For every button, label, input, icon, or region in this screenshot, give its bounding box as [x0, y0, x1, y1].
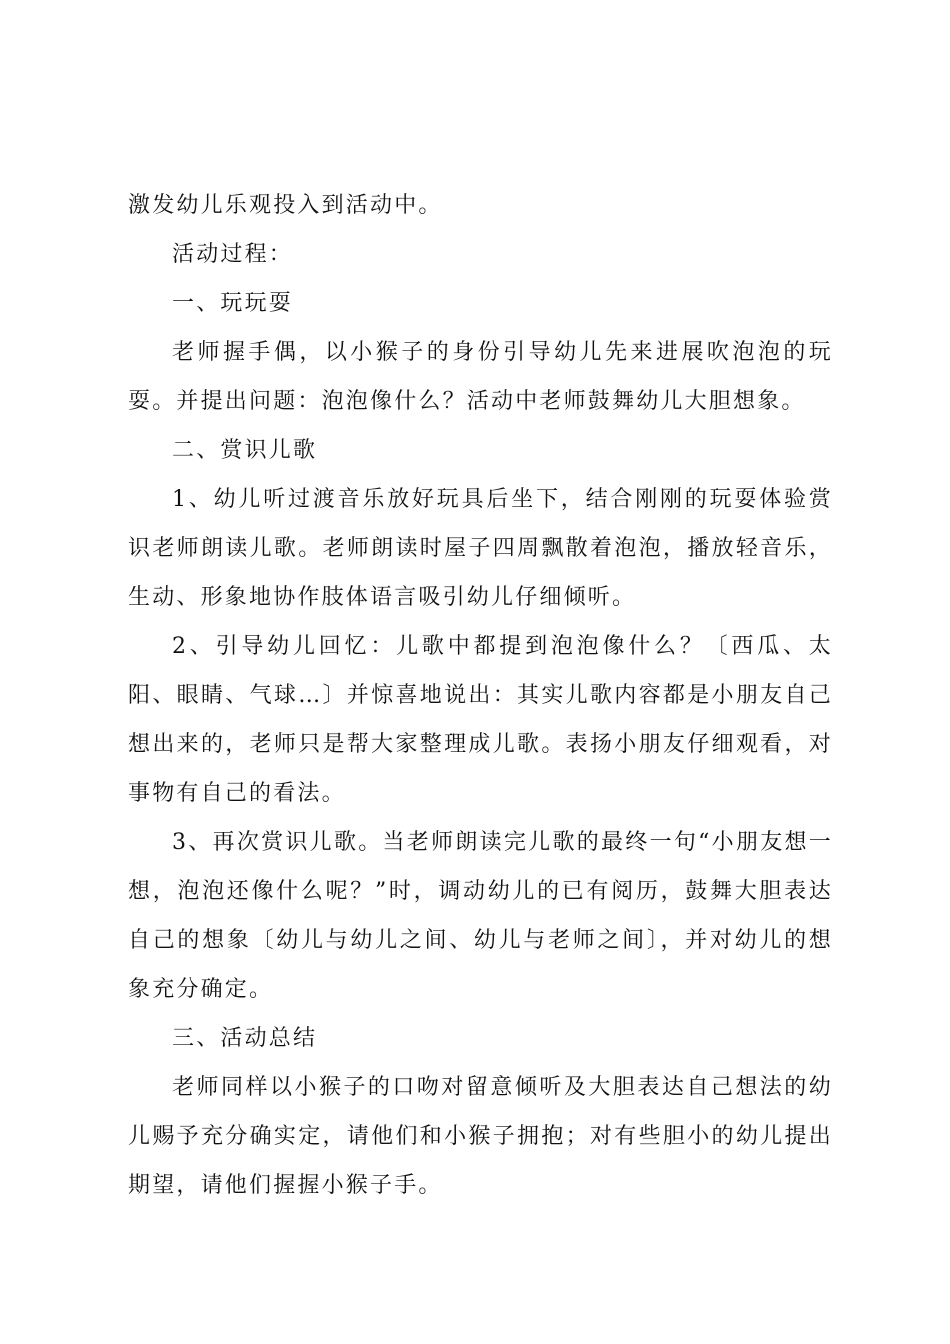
paragraph-step-3: 3、再次赏识儿歌。当老师朗读完儿歌的最终一句“小朋友想一想，泡泡还像什么呢？”时，调动幼儿的已有阅历，鼓舞大胆表达自己的想象〔幼儿与幼儿之间、幼儿与老师之间〕，并对幼儿的想象充分确定。 — [128, 830, 833, 1002]
paragraph-step-1: 1、幼儿听过渡音乐放好玩具后坐下，结合刚刚的玩耍体验赏识老师朗读儿歌。老师朗读时屋子四周飘散着泡泡，播放轻音乐，生动、形象地协作肢体语言吸引幼儿仔细倾听。 — [128, 487, 833, 610]
section-heading-play: 一、玩玩耍 — [172, 291, 294, 316]
paragraph-intro-continuation: 激发幼儿乐观投入到活动中。 — [128, 193, 443, 218]
section-heading-activity-process: 活动过程： — [172, 242, 294, 267]
paragraph-summary: 老师同样以小猴子的口吻对留意倾听及大胆表达自己想法的幼儿赐予充分确实定，请他们和小猴子拥抱；对有些胆小的幼儿提出期望，请他们握握小猴子手。 — [128, 1075, 833, 1198]
paragraph-play-description: 老师握手偶，以小猴子的身份引导幼儿先来进展吹泡泡的玩耍。并提出问题：泡泡像什么？活动中老师鼓舞幼儿大胆想象。 — [128, 340, 833, 414]
document-body — [128, 181, 833, 1210]
section-heading-summary: 三、活动总结 — [172, 1026, 318, 1051]
section-heading-appreciate-song: 二、赏识儿歌 — [172, 438, 318, 463]
paragraph-step-2: 2、引导幼儿回忆：儿歌中都提到泡泡像什么？〔西瓜、太阳、眼睛、气球…〕并惊喜地说出：其实儿歌内容都是小朋友自己想出来的，老师只是帮大家整理成儿歌。表扬小朋友仔细观看，对事物有自己的看法。 — [128, 634, 833, 806]
